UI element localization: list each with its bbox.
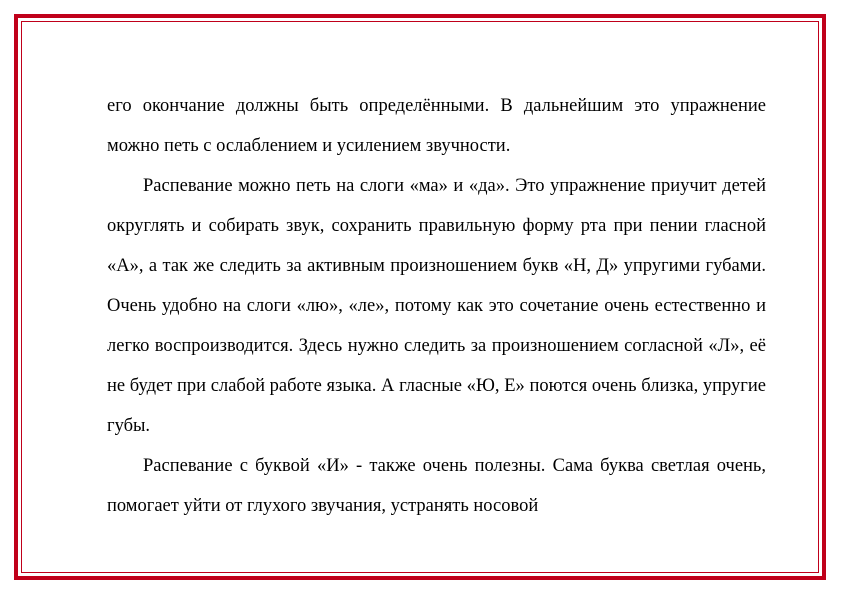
paragraph-letter-i: Распевание с буквой «И» - также очень полезны. Сама буква светлая очень, помогает уйти от глухого звучания, устранять носовой [107,456,766,516]
body-text [107,86,766,526]
paragraph-continuation: его окончание должны быть определёнными. В дальнейшим это упражнение можно петь с ослаблением и усилением звучности. [107,96,766,156]
paragraph-syllables-ma-da: Распевание можно петь на слоги «ма» и «да». Это упражнение приучит детей округлять и собирать звук, сохранить правильную форму рта при пении гласной «А», а так же следить за активным произношением букв «Н, Д» упругими губами. Очень удобно на слоги «лю», «ле», потому как это сочетание очень естественно и легко воспроизводится. Здесь нужно следить за произношением согласной «Л», её не будет при слабой работе языка. А гласные «Ю, Е» поются очень близка, упругие губы. [107,176,766,436]
